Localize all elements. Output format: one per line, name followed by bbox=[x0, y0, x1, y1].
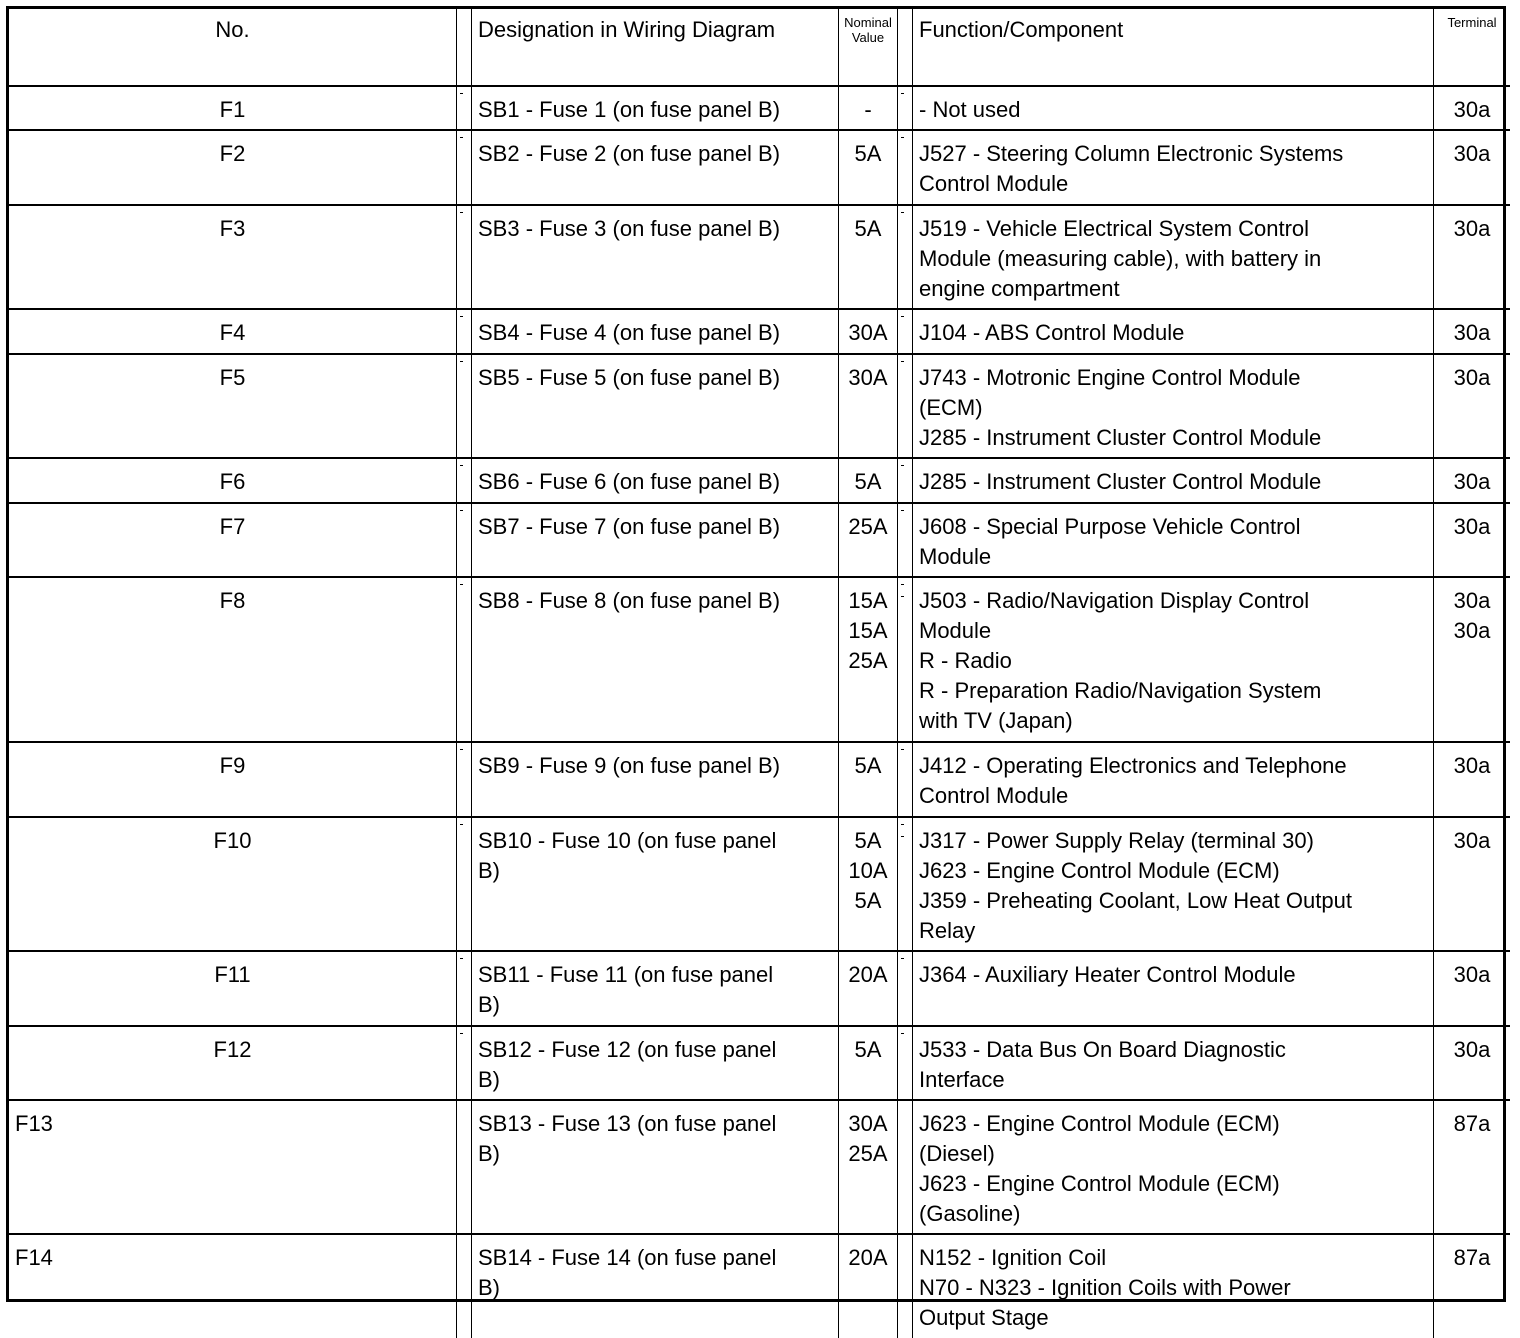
table-row bbox=[9, 205, 1510, 309]
designation-line: SB6 - Fuse 6 (on fuse panel B) bbox=[478, 469, 781, 494]
terminal-line: 30a bbox=[1453, 514, 1491, 539]
tick-mark bbox=[460, 584, 463, 585]
row-gap bbox=[457, 1100, 472, 1234]
terminal-line: 30a bbox=[1453, 588, 1491, 613]
fuse-number: F12 bbox=[9, 1026, 457, 1100]
function-cell bbox=[913, 951, 1434, 1026]
nominal-value-line: 20A bbox=[848, 962, 888, 987]
function-cell bbox=[913, 577, 1434, 742]
function-line: Control Module bbox=[919, 171, 1069, 196]
row-gap bbox=[898, 1026, 913, 1100]
designation-cell bbox=[472, 817, 839, 951]
nominal-value-cell bbox=[839, 205, 898, 309]
tick-mark bbox=[460, 958, 463, 959]
designation-line: SB13 - Fuse 13 (on fuse panel bbox=[478, 1111, 777, 1136]
tick-mark bbox=[460, 824, 463, 825]
nominal-value-line: 25A bbox=[848, 1141, 888, 1166]
function-line: J285 - Instrument Cluster Control Module bbox=[919, 425, 1322, 450]
nominal-value-line: 15A bbox=[848, 588, 888, 613]
function-line: Output Stage bbox=[919, 1305, 1049, 1330]
terminal-cell bbox=[1434, 205, 1511, 309]
designation-line: SB1 - Fuse 1 (on fuse panel B) bbox=[478, 97, 781, 122]
row-gap bbox=[898, 458, 913, 503]
function-cell bbox=[913, 817, 1434, 951]
function-line: J608 - Special Purpose Vehicle Control bbox=[919, 514, 1301, 539]
nominal-value-cell bbox=[839, 354, 898, 458]
function-cell bbox=[913, 205, 1434, 309]
tick-mark bbox=[901, 1033, 904, 1034]
header-gap bbox=[898, 9, 913, 86]
tick-mark bbox=[460, 316, 463, 317]
function-line: - Not used bbox=[919, 97, 1021, 122]
function-line: (Gasoline) bbox=[919, 1201, 1021, 1226]
tick-mark bbox=[901, 316, 904, 317]
tick-mark bbox=[460, 361, 463, 362]
terminal-line: 30a bbox=[1453, 320, 1491, 345]
row-gap bbox=[898, 86, 913, 130]
row-gap bbox=[898, 309, 913, 354]
terminal-cell bbox=[1434, 951, 1511, 1026]
row-gap bbox=[898, 1234, 913, 1338]
nominal-value-cell bbox=[839, 817, 898, 951]
row-gap bbox=[457, 458, 472, 503]
nominal-value-cell bbox=[839, 86, 898, 130]
function-cell bbox=[913, 1026, 1434, 1100]
tick-mark bbox=[901, 465, 904, 466]
function-line: Module (measuring cable), with battery in bbox=[919, 246, 1322, 271]
nominal-value-line: 5A bbox=[854, 888, 882, 913]
row-gap bbox=[898, 951, 913, 1026]
fuse-number: F7 bbox=[9, 503, 457, 577]
row-gap bbox=[457, 577, 472, 742]
tick-mark bbox=[901, 958, 904, 959]
row-gap bbox=[898, 1100, 913, 1234]
function-line: J623 - Engine Control Module (ECM) bbox=[919, 1111, 1280, 1136]
fuse-number: F8 bbox=[9, 577, 457, 742]
function-line: Module bbox=[919, 544, 992, 569]
row-gap bbox=[457, 354, 472, 458]
nominal-value-line: 5A bbox=[854, 141, 882, 166]
terminal-line: 30a bbox=[1453, 469, 1491, 494]
function-line: J623 - Engine Control Module (ECM) bbox=[919, 1171, 1280, 1196]
function-line: N152 - Ignition Coil bbox=[919, 1245, 1107, 1270]
function-line: J364 - Auxiliary Heater Control Module bbox=[919, 962, 1296, 987]
table-row bbox=[9, 577, 1510, 742]
terminal-line: 30a bbox=[1453, 618, 1491, 643]
table-row bbox=[9, 458, 1510, 503]
header-nominal-value-line: Nominal bbox=[844, 15, 892, 30]
designation-line: B) bbox=[478, 858, 500, 883]
terminal-cell bbox=[1434, 742, 1511, 817]
tick-mark bbox=[901, 836, 904, 837]
designation-line: SB11 - Fuse 11 (on fuse panel bbox=[478, 962, 774, 987]
nominal-value-line: 30A bbox=[848, 320, 888, 345]
function-cell bbox=[913, 130, 1434, 205]
terminal-cell bbox=[1434, 817, 1511, 951]
terminal-cell bbox=[1434, 1100, 1511, 1234]
function-cell bbox=[913, 1234, 1434, 1338]
function-cell bbox=[913, 309, 1434, 354]
tick-mark bbox=[901, 137, 904, 138]
terminal-cell bbox=[1434, 1234, 1511, 1338]
designation-cell bbox=[472, 458, 839, 503]
row-gap bbox=[457, 742, 472, 817]
function-line: J503 - Radio/Navigation Display Control bbox=[919, 588, 1310, 613]
table-row bbox=[9, 817, 1510, 951]
table-row bbox=[9, 86, 1510, 130]
row-gap bbox=[898, 130, 913, 205]
tick-mark bbox=[460, 749, 463, 750]
row-gap bbox=[457, 130, 472, 205]
nominal-value-line: 5A bbox=[854, 753, 882, 778]
terminal-cell bbox=[1434, 86, 1511, 130]
fuse-number: F2 bbox=[9, 130, 457, 205]
nominal-value-line: - bbox=[864, 97, 872, 122]
function-cell bbox=[913, 1100, 1434, 1234]
designation-cell bbox=[472, 951, 839, 1026]
header-nominal-value bbox=[839, 9, 898, 86]
designation-line: SB7 - Fuse 7 (on fuse panel B) bbox=[478, 514, 781, 539]
nominal-value-cell bbox=[839, 130, 898, 205]
row-gap bbox=[457, 951, 472, 1026]
nominal-value-cell bbox=[839, 1026, 898, 1100]
nominal-value-cell bbox=[839, 1234, 898, 1338]
designation-line: SB8 - Fuse 8 (on fuse panel B) bbox=[478, 588, 781, 613]
tick-mark bbox=[901, 749, 904, 750]
nominal-value-cell bbox=[839, 1100, 898, 1234]
header-designation: Designation in Wiring Diagram bbox=[478, 17, 776, 42]
function-line: J104 - ABS Control Module bbox=[919, 320, 1185, 345]
table-row bbox=[9, 503, 1510, 577]
designation-cell bbox=[472, 130, 839, 205]
table-row bbox=[9, 1026, 1510, 1100]
nominal-value-line: 25A bbox=[848, 514, 888, 539]
tick-mark bbox=[901, 361, 904, 362]
designation-cell bbox=[472, 309, 839, 354]
terminal-cell bbox=[1434, 577, 1511, 742]
nominal-value-line: 25A bbox=[848, 648, 888, 673]
tick-mark bbox=[901, 510, 904, 511]
row-gap bbox=[457, 1026, 472, 1100]
function-cell bbox=[913, 742, 1434, 817]
designation-line: SB10 - Fuse 10 (on fuse panel bbox=[478, 828, 777, 853]
function-line: Interface bbox=[919, 1067, 1005, 1092]
terminal-line: 30a bbox=[1453, 828, 1491, 853]
row-gap bbox=[898, 354, 913, 458]
header-nominal-value-line: Value bbox=[851, 30, 885, 45]
nominal-value-line: 5A bbox=[854, 216, 882, 241]
function-cell bbox=[913, 503, 1434, 577]
function-line: R - Preparation Radio/Navigation System bbox=[919, 678, 1322, 703]
terminal-line: 30a bbox=[1453, 97, 1491, 122]
row-gap bbox=[898, 577, 913, 742]
nominal-value-line: 20A bbox=[848, 1245, 888, 1270]
tick-mark bbox=[460, 137, 463, 138]
nominal-value-line: 30A bbox=[848, 1111, 888, 1136]
function-line: R - Radio bbox=[919, 648, 1012, 673]
function-cell bbox=[913, 458, 1434, 503]
row-gap bbox=[457, 309, 472, 354]
terminal-line: 30a bbox=[1453, 141, 1491, 166]
terminal-cell bbox=[1434, 458, 1511, 503]
terminal-line: 30a bbox=[1453, 216, 1491, 241]
nominal-value-line: 5A bbox=[854, 828, 882, 853]
header-function: Function/Component bbox=[919, 17, 1124, 42]
row-gap bbox=[898, 503, 913, 577]
fuse-number: F13 bbox=[9, 1100, 457, 1234]
fuse-number: F9 bbox=[9, 742, 457, 817]
row-gap bbox=[457, 1234, 472, 1338]
designation-line: B) bbox=[478, 1275, 500, 1300]
designation-line: SB4 - Fuse 4 (on fuse panel B) bbox=[478, 320, 781, 345]
fuse-number: F4 bbox=[9, 309, 457, 354]
table-header-row bbox=[9, 9, 1510, 86]
tick-mark bbox=[460, 1033, 463, 1034]
function-line: with TV (Japan) bbox=[919, 708, 1073, 733]
row-gap bbox=[898, 817, 913, 951]
tick-mark bbox=[901, 212, 904, 213]
nominal-value-line: 5A bbox=[854, 1037, 882, 1062]
designation-cell bbox=[472, 205, 839, 309]
row-gap bbox=[457, 503, 472, 577]
function-cell bbox=[913, 86, 1434, 130]
fuse-table bbox=[9, 9, 1510, 1338]
table-row bbox=[9, 742, 1510, 817]
nominal-value-cell bbox=[839, 742, 898, 817]
tick-mark bbox=[901, 596, 904, 597]
designation-line: SB14 - Fuse 14 (on fuse panel bbox=[478, 1245, 777, 1270]
function-line: (Diesel) bbox=[919, 1141, 995, 1166]
terminal-line: 30a bbox=[1453, 1037, 1491, 1062]
terminal-line: 30a bbox=[1453, 962, 1491, 987]
fuse-table-sheet bbox=[6, 6, 1506, 1330]
designation-cell bbox=[472, 1234, 839, 1338]
fuse-number: F11 bbox=[9, 951, 457, 1026]
designation-cell bbox=[472, 1100, 839, 1234]
table-row bbox=[9, 354, 1510, 458]
designation-line: SB3 - Fuse 3 (on fuse panel B) bbox=[478, 216, 781, 241]
terminal-cell bbox=[1434, 354, 1511, 458]
header-gap bbox=[457, 9, 472, 86]
terminal-line: 30a bbox=[1453, 753, 1491, 778]
designation-line: B) bbox=[478, 1141, 500, 1166]
function-line: J412 - Operating Electronics and Telephone bbox=[919, 753, 1347, 778]
designation-line: SB9 - Fuse 9 (on fuse panel B) bbox=[478, 753, 781, 778]
tick-mark bbox=[460, 212, 463, 213]
function-line: J527 - Steering Column Electronic Systems bbox=[919, 141, 1344, 166]
function-line: (ECM) bbox=[919, 395, 983, 420]
terminal-line: 30a bbox=[1453, 365, 1491, 390]
function-line: J285 - Instrument Cluster Control Module bbox=[919, 469, 1322, 494]
fuse-number: F5 bbox=[9, 354, 457, 458]
terminal-line: 87a bbox=[1453, 1245, 1491, 1270]
terminal-cell bbox=[1434, 1026, 1511, 1100]
function-line: Module bbox=[919, 618, 992, 643]
nominal-value-cell bbox=[839, 503, 898, 577]
function-line: N70 - N323 - Ignition Coils with Power bbox=[919, 1275, 1291, 1300]
designation-cell bbox=[472, 86, 839, 130]
designation-line: SB12 - Fuse 12 (on fuse panel bbox=[478, 1037, 777, 1062]
terminal-cell bbox=[1434, 130, 1511, 205]
designation-cell bbox=[472, 1026, 839, 1100]
fuse-number: F1 bbox=[9, 86, 457, 130]
row-gap bbox=[898, 742, 913, 817]
row-gap bbox=[457, 205, 472, 309]
designation-line: SB2 - Fuse 2 (on fuse panel B) bbox=[478, 141, 781, 166]
tick-mark bbox=[460, 465, 463, 466]
nominal-value-line: 15A bbox=[848, 618, 888, 643]
function-line: J317 - Power Supply Relay (terminal 30) bbox=[919, 828, 1314, 853]
tick-mark bbox=[901, 824, 904, 825]
header-terminal: Terminal bbox=[1434, 9, 1511, 86]
fuse-number: F3 bbox=[9, 205, 457, 309]
function-line: J623 - Engine Control Module (ECM) bbox=[919, 858, 1280, 883]
terminal-line: 87a bbox=[1453, 1111, 1491, 1136]
nominal-value-cell bbox=[839, 309, 898, 354]
function-line: engine compartment bbox=[919, 276, 1120, 301]
tick-mark bbox=[460, 93, 463, 94]
fuse-number: F10 bbox=[9, 817, 457, 951]
designation-line: B) bbox=[478, 992, 500, 1017]
nominal-value-cell bbox=[839, 458, 898, 503]
function-line: J359 - Preheating Coolant, Low Heat Output bbox=[919, 888, 1352, 913]
nominal-value-line: 30A bbox=[848, 365, 888, 390]
tick-mark bbox=[460, 510, 463, 511]
nominal-value-line: 5A bbox=[854, 469, 882, 494]
terminal-cell bbox=[1434, 309, 1511, 354]
header-no: No. bbox=[215, 17, 250, 42]
designation-cell bbox=[472, 742, 839, 817]
function-line: J533 - Data Bus On Board Diagnostic bbox=[919, 1037, 1286, 1062]
designation-line: B) bbox=[478, 1067, 500, 1092]
designation-cell bbox=[472, 354, 839, 458]
terminal-cell bbox=[1434, 503, 1511, 577]
function-line: Control Module bbox=[919, 783, 1069, 808]
tick-mark bbox=[901, 584, 904, 585]
table-row bbox=[9, 951, 1510, 1026]
nominal-value-line: 10A bbox=[848, 858, 888, 883]
designation-cell bbox=[472, 503, 839, 577]
nominal-value-cell bbox=[839, 951, 898, 1026]
table-row bbox=[9, 130, 1510, 205]
tick-mark bbox=[901, 93, 904, 94]
table-row bbox=[9, 1234, 1510, 1338]
function-line: J743 - Motronic Engine Control Module bbox=[919, 365, 1301, 390]
function-cell bbox=[913, 354, 1434, 458]
function-line: J519 - Vehicle Electrical System Control bbox=[919, 216, 1310, 241]
row-gap bbox=[898, 205, 913, 309]
table-row bbox=[9, 309, 1510, 354]
designation-cell bbox=[472, 577, 839, 742]
row-gap bbox=[457, 817, 472, 951]
nominal-value-cell bbox=[839, 577, 898, 742]
designation-line: SB5 - Fuse 5 (on fuse panel B) bbox=[478, 365, 781, 390]
row-gap bbox=[457, 86, 472, 130]
fuse-number: F14 bbox=[9, 1234, 457, 1338]
function-line: Relay bbox=[919, 918, 976, 943]
fuse-number: F6 bbox=[9, 458, 457, 503]
table-row bbox=[9, 1100, 1510, 1234]
